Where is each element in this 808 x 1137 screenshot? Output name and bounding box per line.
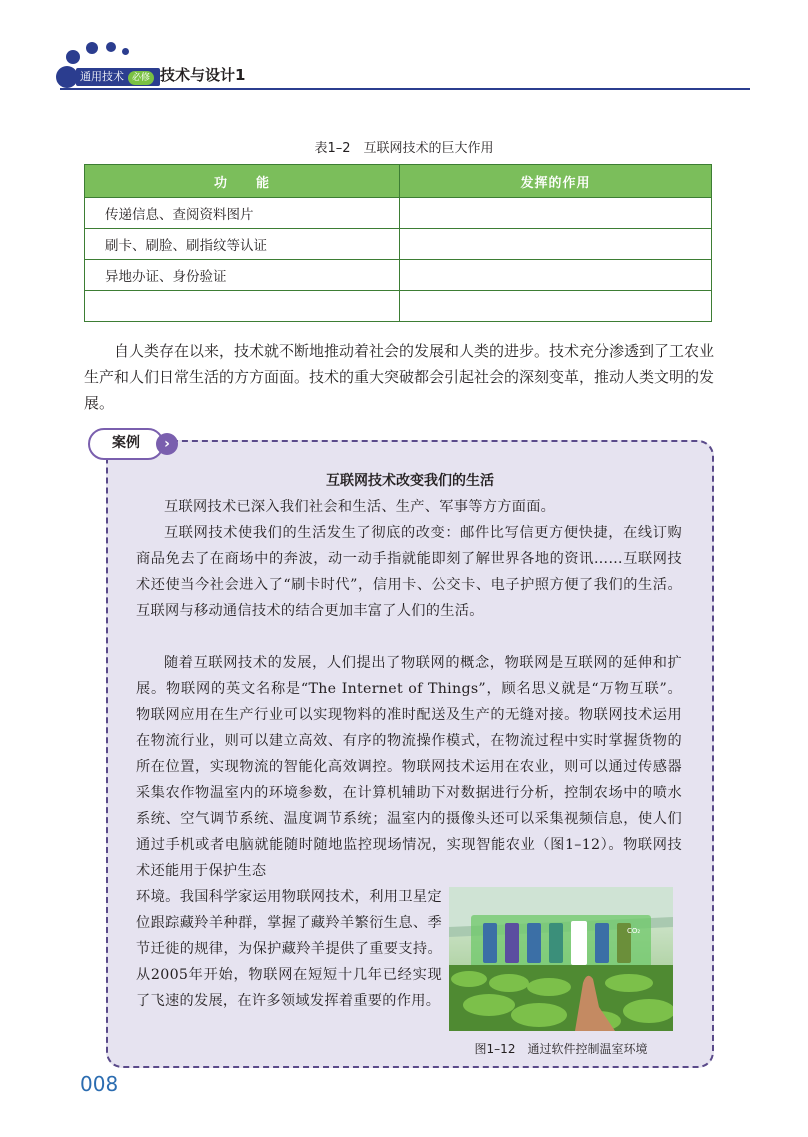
table-cell <box>400 229 712 260</box>
header-dot-large <box>56 66 78 88</box>
function-table <box>84 164 712 322</box>
case-paragraph-3: 随着互联网技术的发展，人们提出了物联网的概念，物联网是互联网的延伸和扩展。物联网的英文名称是“The Internet of Things”，顾名思义就是“万物互联”。物联网应用在生产行业可以实现物料的准时配送及生产的无缝对接。物联网技术运用在物流行业，则可以建立高效、有序的物流操作模式，在物流过程中实时掌握货物的所在位置，实现物流的智能化高效调控。物联网技术运用在农业，则可以通过传感器采集农作物温室内的环境参数，在计算机辅助下对数据进行分析，控制农场中的喷水系统、空气调节系统、温度调节系统；温室内的摄像头还可以采集视频信息，使人们通过手机或者电脑就能随时随地监控现场情况，实现智能农业（图1–12）。物联网技术还能用于保护生态 <box>136 655 682 879</box>
chevron-right-icon: › <box>156 433 178 455</box>
table-cell: 传递信息、查阅资料图片 <box>85 198 400 229</box>
table-cell <box>85 291 400 322</box>
figure-caption: 图1–12 通过软件控制温室环境 <box>474 1042 648 1056</box>
table-cell <box>400 291 712 322</box>
page-number: 008 <box>80 1072 119 1096</box>
table-cell: 异地办证、身份验证 <box>85 260 400 291</box>
greenhouse-photo <box>449 887 673 1031</box>
header-dot-4 <box>122 48 129 55</box>
table-caption: 表1–2 互联网技术的巨大作用 <box>314 141 494 156</box>
table-row <box>85 229 712 260</box>
case-paragraph-2: 互联网技术使我们的生活发生了彻底的改变：邮件比写信更方便快捷，在线订购商品免去了在商场中的奔波，动一动手指就能即刻了解世界各地的资讯……互联网技术还使当今社会进入了“刷卡时代”，信用卡、公交卡、电子护照方便了我们的生活。互联网与移动通信技术的结合更加丰富了人们的生活。 <box>136 525 682 619</box>
series-badge <box>76 68 160 86</box>
table-cell: 刷卡、刷脸、刷指纹等认证 <box>85 229 400 260</box>
case-paragraph-1: 互联网技术已深入我们社会和生活、生产、军事等方方面面。 <box>164 499 556 515</box>
case-tab <box>88 428 174 462</box>
header-dot-1 <box>66 50 80 64</box>
volume-badge: 必修 <box>128 71 154 85</box>
table-row <box>85 260 712 291</box>
col-header-role: 发挥的作用 <box>400 165 712 198</box>
col-header-function: 功 能 <box>85 165 400 198</box>
case-title: 互联网技术改变我们的生活 <box>326 473 494 489</box>
intro-paragraph: 自人类存在以来，技术就不断地推动着社会的发展和人类的进步。技术充分渗透到了工农业生产和人们日常生活的方方面面。技术的重大突破都会引起社会的深刻变革，推动人类文明的发展。 <box>84 342 715 412</box>
table-row <box>85 198 712 229</box>
series-label: 通用技术 <box>80 70 124 83</box>
table-row <box>85 291 712 322</box>
table-cell <box>400 198 712 229</box>
case-tab-label: 案例 <box>88 428 164 460</box>
header-dot-2 <box>86 42 98 54</box>
case-wrap-text: 环境。我国科学家运用物联网技术，利用卫星定位跟踪藏羚羊种群，掌握了藏羚羊繁衍生息、季节迁徙的规律，为保护藏羚羊提供了重要支持。从2005年开始，物联网在短短十几年已经实现了飞速的发展，在许多领域发挥着重要的作用。 <box>136 889 442 1009</box>
header-dot-3 <box>106 42 116 52</box>
greenhouse-illustration <box>449 887 673 1031</box>
table-cell <box>400 260 712 291</box>
co2-label: CO₂ <box>627 927 641 935</box>
header-rule <box>60 88 750 90</box>
book-title: 技术与设计1 <box>160 66 246 84</box>
